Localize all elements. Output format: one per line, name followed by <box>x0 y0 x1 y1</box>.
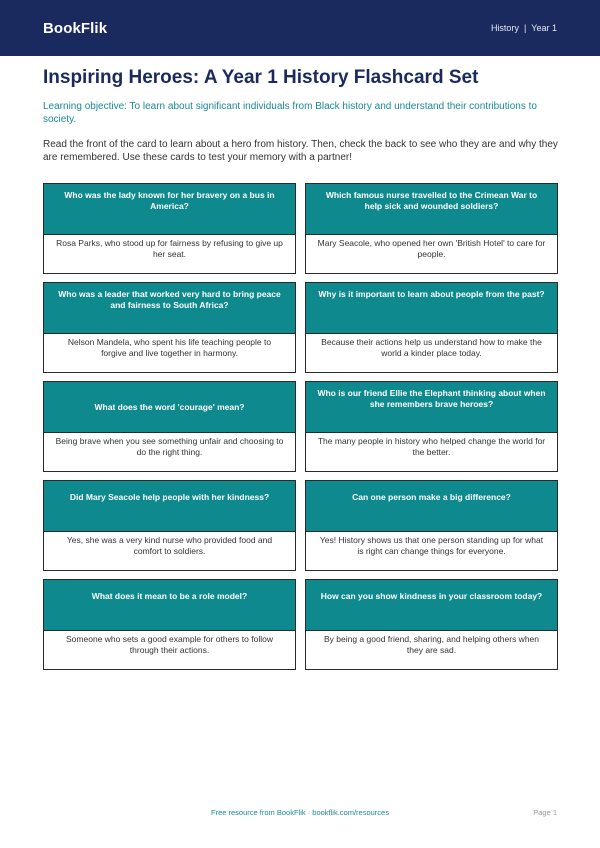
flashcard[interactable] <box>305 480 558 571</box>
flashcard-front: Who was a leader that worked very hard to bring peace and fairness to South Africa? <box>44 283 295 333</box>
flashcard-back: Someone who sets a good example for others to follow through their actions. <box>44 630 295 669</box>
breadcrumb-year[interactable]: Year 1 <box>531 23 557 33</box>
flashcard-back: Being brave when you see something unfair and choosing to do the right thing. <box>44 432 295 471</box>
flashcard-back: Nelson Mandela, who spent his life teaching people to forgive and live together in harmony. <box>44 333 295 372</box>
flashcard-front: Which famous nurse travelled to the Crimean War to help sick and wounded soldiers? <box>306 184 557 234</box>
flashcard-front: What does it mean to be a role model? <box>44 580 295 630</box>
flashcard-front: What does the word 'courage' mean? <box>44 382 295 432</box>
breadcrumb-subject[interactable]: History <box>490 23 519 33</box>
learning-objective: Learning objective: To learn about significant individuals from Black history and understand their contributions to society. <box>43 101 537 125</box>
flashcard[interactable] <box>305 579 558 670</box>
page-title: Inspiring Heroes: A Year 1 History Flashcard Set <box>43 67 479 88</box>
flashcard-front: Can one person make a big difference? <box>306 481 557 531</box>
breadcrumb <box>491 23 557 33</box>
flashcard[interactable] <box>43 480 296 571</box>
flashcard-back: Yes, she was a very kind nurse who provided food and comfort to soldiers. <box>44 531 295 570</box>
flashcard-back: By being a good friend, sharing, and helping others when they are sad. <box>306 630 557 669</box>
flashcard-front: Who is our friend Ellie the Elephant thinking about when she remembers brave heroes? <box>306 382 557 432</box>
flashcard-front: How can you show kindness in your classroom today? <box>306 580 557 630</box>
page-number: Page 1 <box>533 808 557 817</box>
flashcard-back: Yes! History shows us that one person standing up for what is right can change things for everyone. <box>306 531 557 570</box>
flashcard[interactable] <box>43 381 296 472</box>
flashcard-front: Did Mary Seacole help people with her kindness? <box>44 481 295 531</box>
flashcard-back: Rosa Parks, who stood up for fairness by refusing to give up her seat. <box>44 234 295 273</box>
flashcard[interactable] <box>43 579 296 670</box>
flashcard[interactable] <box>305 183 558 274</box>
top-header-bar <box>0 0 600 56</box>
flashcard[interactable] <box>43 183 296 274</box>
flashcard-front: Who was the lady known for her bravery on a bus in America? <box>44 184 295 234</box>
footer-resource-link[interactable]: Free resource from BookFlik · bookflik.com/resources <box>211 808 389 817</box>
breadcrumb-separator: | <box>523 23 527 33</box>
brand-logo[interactable]: BookFlik <box>43 19 108 37</box>
flashcard-back: Because their actions help us understand how to make the world a kinder place today. <box>306 333 557 372</box>
flashcard-back: Mary Seacole, who opened her own 'British Hotel' to care for people. <box>306 234 557 273</box>
flashcard-grid <box>43 183 558 670</box>
flashcard-front: Why is it important to learn about people from the past? <box>306 283 557 333</box>
flashcard[interactable] <box>305 381 558 472</box>
flashcard[interactable] <box>43 282 296 373</box>
instructions-text: Read the front of the card to learn about a hero from history. Then, check the back to see who they are and why they are remembered. Use these cards to test your memory with a partner! <box>43 139 558 163</box>
flashcard-back: The many people in history who helped change the world for the better. <box>306 432 557 471</box>
flashcard[interactable] <box>305 282 558 373</box>
